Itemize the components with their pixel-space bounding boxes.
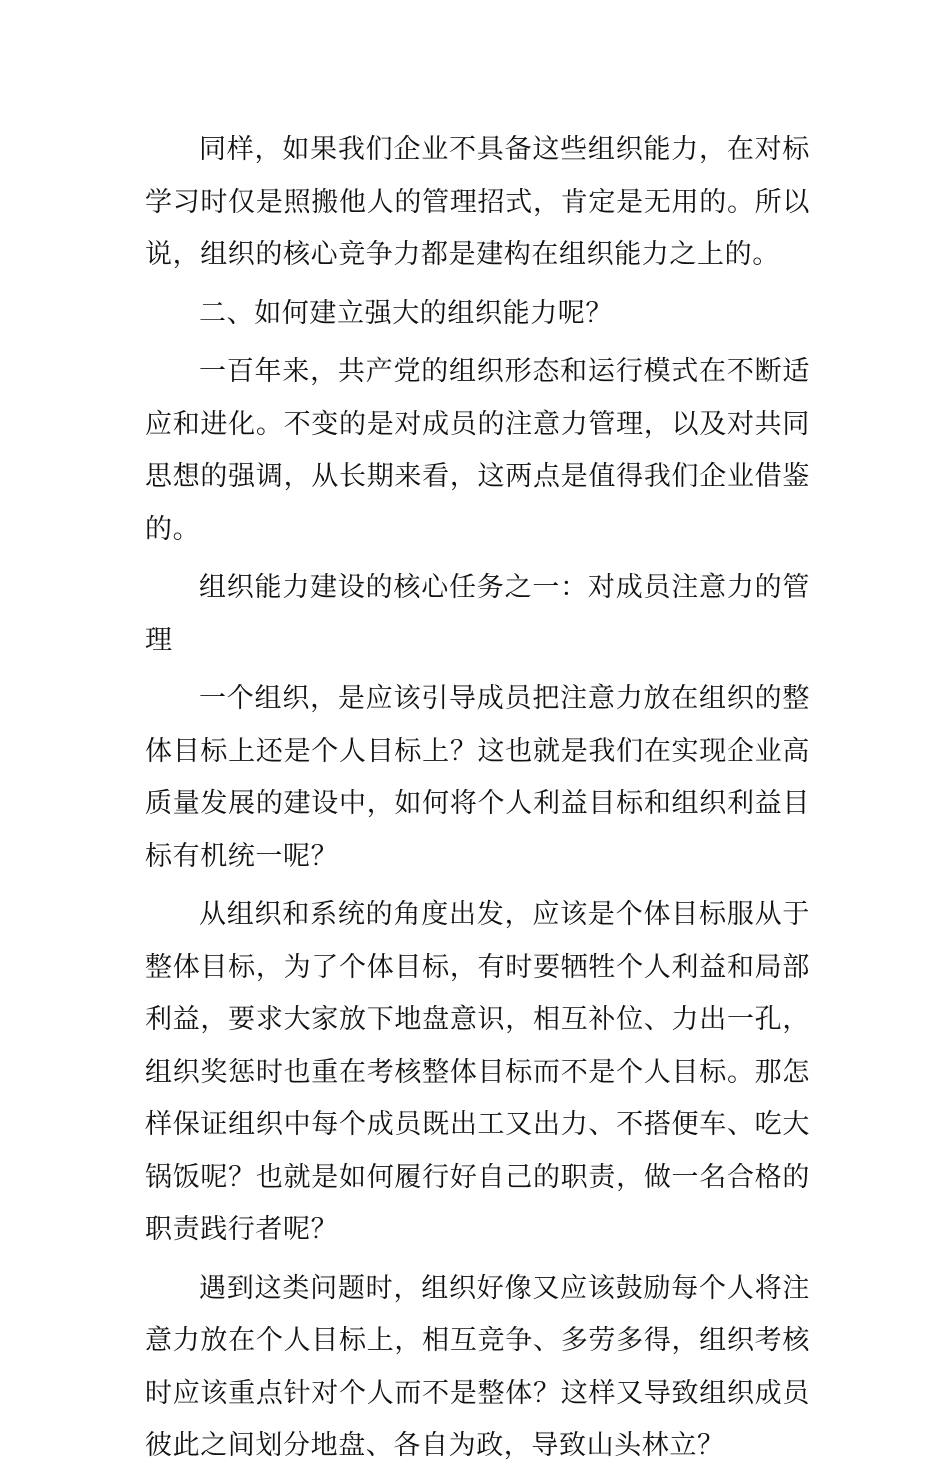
subsection-heading: 组织能力建设的核心任务之一：对成员注意力的管理 [145,572,810,656]
paragraph: 同样，如果我们企业不具备这些组织能力，在对标学习时仅是照搬他人的管理招式，肯定是无用的。所以说，组织的核心竞争力都是建构在组织能力之上的。 [145,134,810,270]
paragraph: 一个组织，是应该引导成员把注意力放在组织的整体目标上还是个人目标上？这也就是我们在实现企业高质量发展的建设中，如何将个人利益目标和组织利益目标有机统一呢？ [145,683,810,872]
paragraph: 从组织和系统的角度出发，应该是个体目标服从于整体目标，为了个体目标，有时要牺牲个人利益和局部利益，要求大家放下地盘意识，相互补位、力出一孔，组织奖惩时也重在考核整体目标而不是个人目标。那怎样保证组织中每个成员既出工又出力、不搭便车、吃大锅饭呢？也就是如何履行好自己的职责，做一名合格的职责践行者呢？ [145,899,810,1245]
paragraph: 一百年来，共产党的组织形态和运行模式在不断适应和进化。不变的是对成员的注意力管理，以及对共同思想的强调，从长期来看，这两点是值得我们企业借鉴的。 [145,356,810,545]
document-body [145,124,810,1479]
section-heading: 二、如何建立强大的组织能力呢？ [199,297,613,329]
paragraph: 遇到这类问题时，组织好像又应该鼓励每个人将注意力放在个人目标上，相互竞争、多劳多得，组织考核时应该重点针对个人而不是整体？这样又导致组织成员彼此之间划分地盘、各自为政，导致山头林立？ [145,1272,810,1461]
